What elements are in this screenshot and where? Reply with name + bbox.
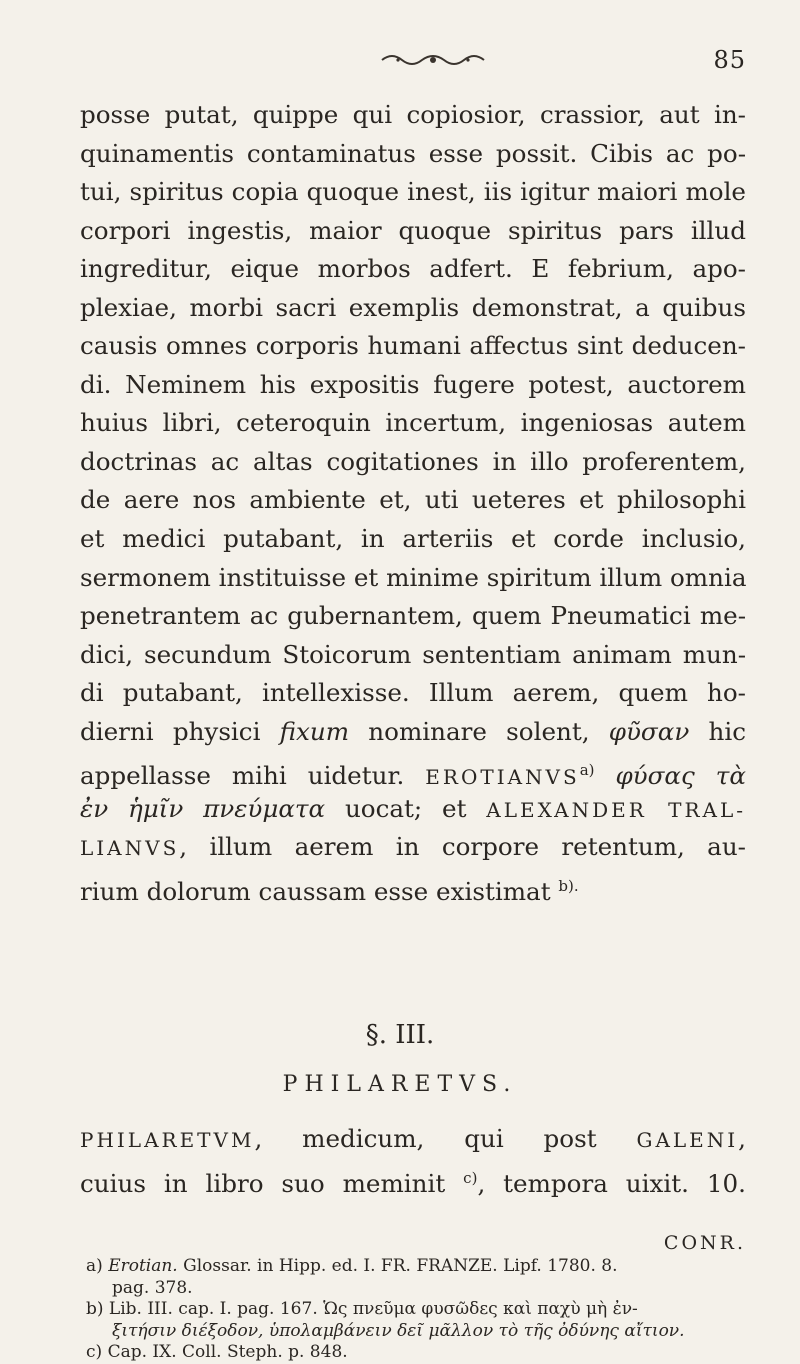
text-line: doctrinas ac altas cogitationes in illo proferentem, <box>80 446 746 476</box>
footnote-ref: c) <box>463 1168 478 1187</box>
text-run: , tempora uixit. 10. <box>477 1168 746 1198</box>
footnote-text: Cap. IX. Coll. Steph. p. 848. <box>107 1342 348 1362</box>
footnote-text: Lib. III. cap. I. pag. 167. Ὡς πνεῦμα φυσῶδες καὶ παχὺ μὴ ἐν- <box>108 1299 638 1319</box>
greek-term: φύσας τὰ <box>594 761 746 790</box>
footnote-mark: a) <box>86 1256 103 1276</box>
text-line: penetrantem ac gubernantem, quem Pneumatici me- <box>80 601 746 631</box>
text-run: nominare solent, <box>349 716 609 746</box>
text-run: hic <box>689 716 746 746</box>
section-title: PHILARETVS. <box>282 1072 518 1097</box>
footnote <box>86 1278 746 1300</box>
text-run: uocat; et <box>325 793 487 823</box>
footnotes <box>86 1256 746 1364</box>
section-number: §. III. <box>365 1020 435 1050</box>
text-line <box>80 790 746 829</box>
catchword: CONR. <box>663 1232 746 1254</box>
author-name: ALEXANDER TRAL- <box>486 797 746 822</box>
text-line: posse putat, quippe qui copiosior, crassior, aut in- <box>80 100 746 129</box>
text-line <box>80 751 746 790</box>
footnote <box>86 1342 746 1364</box>
text-line <box>80 828 746 867</box>
footnote-text: Glossar. in Hipp. ed. I. FR. FRANZE. Lipf. 1780. 8. <box>177 1256 618 1276</box>
footnote-author: Erotian. <box>108 1256 178 1276</box>
text-line <box>80 1120 746 1159</box>
text-line: quinamentis contaminatus esse possit. Cibis ac po- <box>80 138 746 168</box>
section-paragraph <box>80 1120 746 1197</box>
text-run: rium dolorum caussam esse existimat <box>80 877 559 906</box>
footnote-ref: a) <box>579 761 595 780</box>
person-name: GALENI <box>636 1128 739 1152</box>
text-run: cuius in libro suo meminit <box>80 1168 464 1198</box>
text-run: appellasse mihi uidetur. <box>80 761 426 790</box>
main-paragraph <box>80 96 746 905</box>
text-line: dici, secundum Stoicorum sententiam animam mun- <box>80 639 746 669</box>
running-header <box>0 46 800 86</box>
text-line: et medici putabant, in arteriis et corde inclusio, <box>80 524 746 554</box>
text-line: plexiae, morbi sacri exemplis demonstrat, a quibus <box>80 292 746 322</box>
text-line <box>80 713 746 752</box>
text-line: huius libri, ceteroquin incertum, ingeniosas autem <box>80 408 746 438</box>
footnote-mark: c) <box>86 1342 103 1362</box>
text-run: dierni physici <box>80 716 280 746</box>
text-run: , <box>738 1124 746 1153</box>
footnote <box>86 1299 746 1321</box>
text-line <box>80 1159 746 1198</box>
text-line: di putabant, intellexisse. Illum aerem, quem ho- <box>80 678 746 708</box>
text-line <box>80 867 746 906</box>
footnote <box>86 1321 746 1343</box>
text-run: , illum aerem in corpore retentum, au- <box>179 832 746 862</box>
footnote-text: pag. 378. <box>112 1277 193 1298</box>
text-line: de aere nos ambiente et, uti ueteres et philosophi <box>80 485 746 515</box>
text-line: sermonem instituisse et minime spiritum illum omnia <box>80 562 746 592</box>
author-name: EROTIANVS <box>425 765 580 790</box>
page-number: 85 <box>713 46 746 74</box>
text-run: , medicum, qui post <box>254 1124 637 1153</box>
footnote-mark: b) <box>86 1299 104 1319</box>
text-line: causis omnes corporis humani affectus sint deducen- <box>80 331 746 361</box>
greek-term: ἐν ἡμῖν πνεύματα <box>80 793 326 823</box>
footnote <box>86 1256 746 1278</box>
text-line: di. Neminem his expositis fugere potest, auctorem <box>80 369 746 399</box>
footnote-text: ξιτήσιν διέξοδον, ὑπολαμβάνειν δεῖ μᾶλλον τὸ τῆς ὀδύνης αἴτιον. <box>112 1320 685 1341</box>
author-name: LIANVS <box>80 836 180 861</box>
footnote-ref: b). <box>558 876 579 895</box>
text-line: tui, spiritus copia quoque inest, iis igitur maiori mole <box>80 177 746 207</box>
text-line: ingreditur, eique morbos adfert. E febrium, apo- <box>80 254 746 284</box>
person-name: PHILARETVM <box>80 1128 255 1152</box>
text-line: corpori ingestis, maior quoque spiritus pars illud <box>80 215 746 245</box>
italic-term: fixum <box>279 716 350 746</box>
ornament-icon <box>378 50 488 70</box>
greek-term: φῦσαν <box>608 716 690 746</box>
